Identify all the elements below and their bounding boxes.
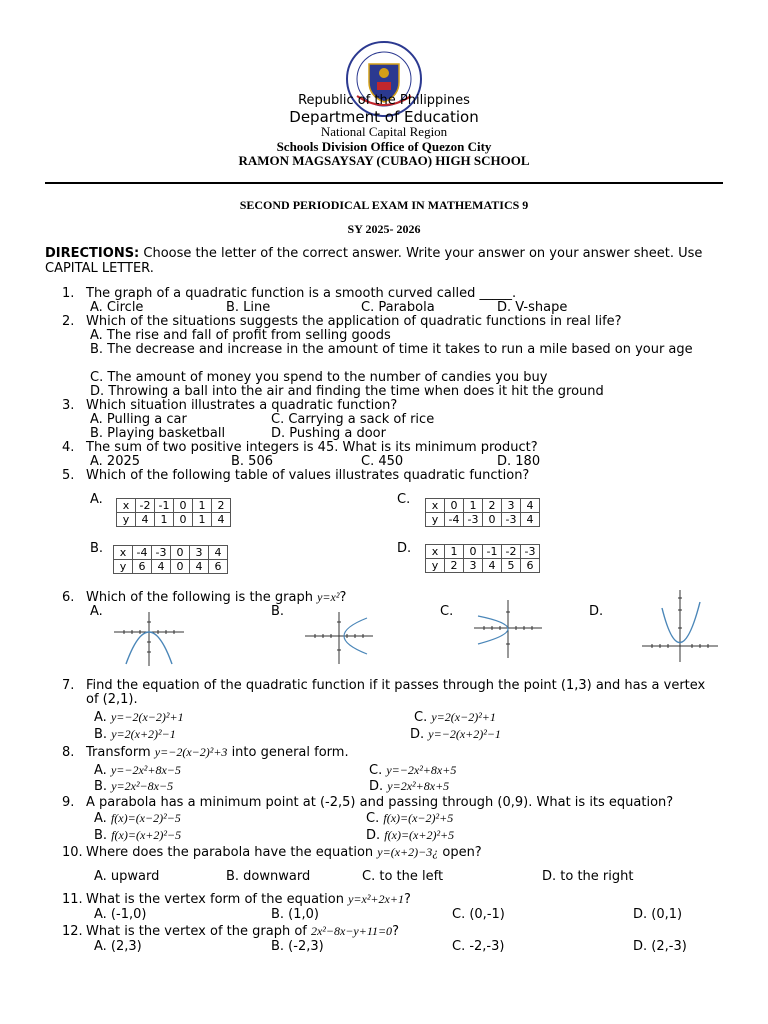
question-1-text: The graph of a quadratic function is a smooth curved called _____. (86, 286, 517, 301)
q2-option-c: C. The amount of money you spend to the number of candies you buy (90, 370, 548, 385)
q11-equation: y=x²+2x+1 (348, 892, 404, 906)
q7-option-a: A. y=−2(x−2)²+1 (94, 710, 184, 725)
q7-option-c: C. y=2(x−2)²+1 (414, 710, 496, 725)
q5-option-a: A. (90, 492, 103, 507)
header-division: Schools Division Office of Quezon City (276, 139, 492, 154)
table-cell: -4 (133, 546, 152, 560)
q6-graph-d (640, 588, 720, 664)
q6-equation: y=x² (317, 590, 340, 604)
q5-option-b: B. (90, 541, 104, 556)
q9-option-a: A. f(x)=(x−2)²−5 (94, 811, 181, 826)
table-row-x (426, 545, 540, 559)
table-cell: -3 (464, 513, 483, 527)
table-row-y (426, 513, 540, 527)
q6-graph-b (303, 610, 375, 666)
q8-option-b: B. y=2x²−8x−5 (94, 779, 174, 794)
question-6: 6. Which of the following is the graph y=x²? (62, 590, 347, 605)
q2-option-a: A. The rise and fall of profit from selling goods (90, 328, 391, 343)
header-department: Department of Education (289, 108, 479, 126)
q10-equation: y=(x+2)−3¿ (377, 845, 439, 859)
q5-table-a (116, 498, 231, 527)
question-5-text: Which of the following table of values illustrates quadratic function? (86, 468, 530, 483)
table-cell: 2 (445, 559, 464, 573)
q5-option-d: D. (397, 541, 412, 556)
q11-option-b: B. (1,0) (271, 907, 320, 922)
table-cell: 2 (212, 499, 231, 513)
q4-option-b: B. 506 (231, 454, 273, 469)
q11-option-d: D. (0,1) (633, 907, 683, 922)
q7-option-d: D. y=−2(x+2)²−1 (410, 727, 501, 742)
q3-option-a: A. Pulling a car (90, 412, 187, 427)
q10-option-d: D. to the right (542, 869, 634, 884)
question-12: 12. What is the vertex of the graph of 2x²−8x−y+11=0? (62, 924, 399, 939)
q6-graph-a (110, 608, 188, 668)
exam-title: SECOND PERIODICAL EXAM IN MATHEMATICS 9 (239, 198, 529, 212)
table-cell: -2 (136, 499, 155, 513)
question-8-text: Transform (86, 745, 155, 760)
question-1: 1. The graph of a quadratic function is a smooth curved called _____. (62, 286, 517, 301)
q3-option-b: B. Playing basketball (90, 426, 226, 441)
q6-option-a: A. (90, 604, 103, 619)
question-4-text: The sum of two positive integers is 45. What is its minimum product? (86, 440, 538, 455)
table-cell: 1 (193, 513, 212, 527)
q2-option-b: B. The decrease and increase in the amount of time it takes to run a mile based on your age (90, 342, 693, 357)
question-5: 5. Which of the following table of values illustrates quadratic function? (62, 468, 530, 483)
q4-option-d: D. 180 (497, 454, 541, 469)
q6-graph-c (472, 598, 544, 660)
question-8: 8. Transform y=−2(x−2)²+3 into general form. (62, 745, 349, 760)
q9-option-b: B. f(x)=(x+2)²−5 (94, 828, 182, 843)
table-row-x (426, 499, 540, 513)
q11-option-a: A. (-1,0) (94, 907, 147, 922)
q12-option-a: A. (2,3) (94, 939, 142, 954)
table-cell: 4 (521, 499, 540, 513)
question-9-text: A parabola has a minimum point at (-2,5) and passing through (0,9). What is its equation? (86, 795, 674, 810)
table-cell: 1 (445, 545, 464, 559)
q8-option-a: A. y=−2x²+8x−5 (94, 763, 181, 778)
question-3-text: Which situation illustrates a quadratic function? (86, 398, 398, 413)
question-6-text: Which of the following is the graph (86, 590, 318, 605)
question-10-text: Where does the parabola have the equation (86, 845, 378, 860)
table-cell: x (114, 546, 133, 560)
question-11: 11. What is the vertex form of the equation y=x²+2x+1? (62, 892, 411, 907)
table-cell: 4 (152, 560, 171, 574)
table-cell: 5 (502, 559, 521, 573)
question-2-text: Which of the situations suggests the application of quadratic functions in real life? (86, 314, 622, 329)
table-cell: x (426, 499, 445, 513)
q3-option-c: C. Carrying a sack of rice (271, 412, 435, 427)
table-cell: -1 (155, 499, 174, 513)
q8-option-d: D. y=2x²+8x+5 (369, 779, 450, 794)
q1-option-d: D. V-shape (497, 300, 568, 315)
table-cell: -3 (152, 546, 171, 560)
table-row-x (114, 546, 228, 560)
table-row-y (114, 560, 228, 574)
directions (45, 246, 735, 276)
table-cell: 0 (464, 545, 483, 559)
q1-option-b: B. Line (226, 300, 271, 315)
table-cell: 0 (174, 499, 193, 513)
table-cell: -3 (502, 513, 521, 527)
table-cell: -2 (502, 545, 521, 559)
question-9: 9. A parabola has a minimum point at (-2,5) and passing through (0,9). What is its equation? (62, 795, 674, 810)
question-11-text: What is the vertex form of the equation (86, 892, 349, 907)
q10-option-c: C. to the left (362, 869, 444, 884)
table-cell: 3 (464, 559, 483, 573)
table-cell: -1 (483, 545, 502, 559)
table-cell: 1 (464, 499, 483, 513)
table-cell: 1 (155, 513, 174, 527)
table-cell: 0 (483, 513, 502, 527)
q12-option-c: C. -2,-3) (452, 939, 505, 954)
q4-option-a: A. 2025 (90, 454, 141, 469)
directions-label: DIRECTIONS: (45, 246, 140, 261)
table-cell: 3 (190, 546, 209, 560)
table-cell: y (426, 559, 445, 573)
header-divider (45, 182, 723, 184)
q7-option-b: B. y=2(x+2)²−1 (94, 727, 176, 742)
table-cell: 0 (171, 546, 190, 560)
table-cell: 4 (209, 546, 228, 560)
table-cell: 2 (483, 499, 502, 513)
q5-option-c: C. (397, 492, 411, 507)
question-12-text: What is the vertex of the graph of (86, 924, 311, 939)
table-row-y (426, 559, 540, 573)
q6-option-d: D. (589, 604, 604, 619)
q4-option-c: C. 450 (361, 454, 404, 469)
table-cell: y (426, 513, 445, 527)
table-cell: x (117, 499, 136, 513)
header-school: RAMON MAGSAYSAY (CUBAO) HIGH SCHOOL (238, 153, 530, 168)
table-cell: 6 (521, 559, 540, 573)
q9-option-c: C. f(x)=(x−2)²+5 (366, 811, 454, 826)
table-cell: 4 (190, 560, 209, 574)
q10-option-a: A. upward (94, 869, 160, 884)
q8-equation: y=−2(x−2)²+3 (154, 745, 228, 759)
table-cell: y (114, 560, 133, 574)
table-cell: 4 (483, 559, 502, 573)
q6-option-b: B. (271, 604, 285, 619)
q11-option-c: C. (0,-1) (452, 907, 505, 922)
q5-table-c (425, 498, 540, 527)
table-cell: 6 (133, 560, 152, 574)
table-row-y (117, 513, 231, 527)
q3-option-d: D. Pushing a door (271, 426, 386, 441)
table-cell: 0 (174, 513, 193, 527)
q6-option-c: C. (440, 604, 454, 619)
q5-table-d (425, 544, 540, 573)
q12-option-b: B. (-2,3) (271, 939, 324, 954)
header-region: National Capital Region (320, 124, 448, 139)
directions-text: Choose the letter of the correct answer. Write your answer on your answer sheet. Use CAPITAL LETTER. (45, 246, 703, 276)
table-cell: -3 (521, 545, 540, 559)
question-7-text-cont: of (2,1). (86, 692, 138, 707)
q1-option-a: A. Circle (90, 300, 144, 315)
table-cell: 4 (136, 513, 155, 527)
question-7: 7. Find the equation of the quadratic function if it passes through the point (1,3) and has a vertex (62, 678, 706, 693)
table-cell: -4 (445, 513, 464, 527)
table-cell: 4 (212, 513, 231, 527)
exam-school-year: SY 2025- 2026 (347, 222, 421, 236)
q12-equation: 2x²−8x−y+11=0 (310, 924, 393, 938)
question-10: 10. Where does the parabola have the equation y=(x+2)−3¿ open? (62, 845, 482, 860)
header-republic: Republic of the Philippines (298, 93, 470, 108)
q5-table-b (113, 545, 228, 574)
table-cell: 3 (502, 499, 521, 513)
question-3: 3. Which situation illustrates a quadratic function? (62, 398, 398, 413)
q1-option-c: C. Parabola (361, 300, 435, 315)
table-row-x (117, 499, 231, 513)
q9-option-d: D. f(x)=(x+2)²+5 (366, 828, 455, 843)
table-cell: x (426, 545, 445, 559)
table-cell: 0 (171, 560, 190, 574)
table-cell: 0 (445, 499, 464, 513)
table-cell: 4 (521, 513, 540, 527)
q2-option-d: D. Throwing a ball into the air and finding the time when does it hit the ground (90, 384, 604, 399)
table-cell: 6 (209, 560, 228, 574)
q8-option-c: C. y=−2x²+8x+5 (369, 763, 457, 778)
table-cell: 1 (193, 499, 212, 513)
question-2: 2. Which of the situations suggests the application of quadratic functions in real life? (62, 314, 622, 329)
table-cell: y (117, 513, 136, 527)
question-4: 4. The sum of two positive integers is 45. What is its minimum product? (62, 440, 538, 455)
question-7-text: Find the equation of the quadratic function if it passes through the point (1,3) and has a vertex (86, 678, 706, 693)
q12-option-d: D. (2,-3) (633, 939, 687, 954)
q10-option-b: B. downward (226, 869, 311, 884)
